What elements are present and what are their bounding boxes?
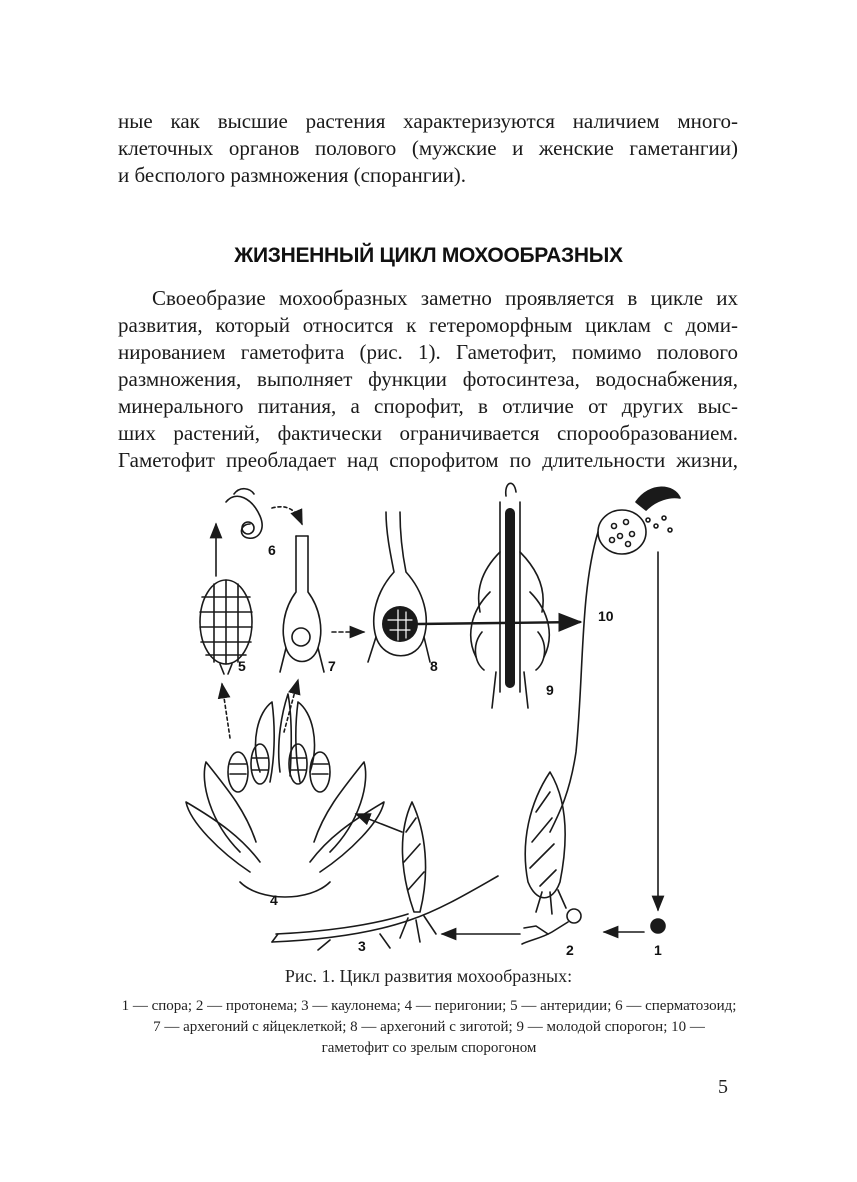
- label-3: 3: [358, 938, 366, 954]
- text-line: клеточных органов полового (мужские и женские гаметангии): [118, 136, 738, 160]
- young-sporogon-drawing: [471, 483, 550, 708]
- archegonium-zygote-drawing: [368, 512, 430, 662]
- page-number: 5: [718, 1076, 728, 1098]
- text-line: ные как высшие растения характеризуются наличием много-: [118, 109, 738, 133]
- figure-caption-legend: 1 — спора; 2 — протонема; 3 — каулонема; 4 — перигонии; 5 — антеридии; 6 — сперматозоид; 7 — архегоний с яйцеклеткой; 8 — архегоний с зиготой; 9 — молодой спорогон; 10 — гаметофит со зрелым спорогоном: [121, 998, 737, 1056]
- label-1: 1: [654, 942, 662, 958]
- text-line: ших растений, фактически ограничивается спорообразованием.: [118, 421, 738, 445]
- text-line: Своеобразие мохообразных заметно проявляется в цикле их: [152, 286, 738, 310]
- spore-drawing: [651, 919, 665, 933]
- text-line: Гаметофит преобладает над спорофитом по длительности жизни,: [118, 448, 738, 472]
- section-paragraph: [118, 285, 738, 474]
- mature-sporogon-drawing: [550, 487, 680, 832]
- perigonium-drawing: [186, 694, 384, 897]
- leafy-shoot-drawing: [525, 772, 566, 914]
- label-7: 7: [328, 658, 336, 674]
- intro-paragraph: [118, 108, 738, 189]
- label-4: 4: [270, 892, 278, 908]
- label-6: 6: [268, 542, 276, 558]
- figure-caption-title: Рис. 1. Цикл развития мохообразных:: [284, 966, 573, 986]
- life-cycle-drawing: [180, 472, 700, 972]
- label-10: 10: [598, 608, 614, 624]
- text-line: минерального питания, а спорофит, в отличие от других выс-: [118, 394, 738, 418]
- spermatozoid-drawing: [226, 489, 262, 539]
- label-5: 5: [238, 658, 246, 674]
- label-8: 8: [430, 658, 438, 674]
- text-line: развития, который относится к гетероморфным циклам с доми-: [118, 313, 738, 337]
- caulonema-drawing: [272, 802, 498, 950]
- archegonium-egg-drawing: [280, 536, 324, 672]
- text-line: и бесполого размножения (спорангии).: [118, 163, 467, 187]
- label-2: 2: [566, 942, 574, 958]
- section-heading: ЖИЗНЕННЫЙ ЦИКЛ МОХООБРАЗНЫХ: [234, 244, 623, 267]
- label-9: 9: [546, 682, 554, 698]
- life-cycle-figure: [180, 472, 700, 972]
- text-line: размножения, выполняет функции фотосинтеза, водоснабжения,: [118, 367, 738, 391]
- text-line: нированием гаметофита (рис. 1). Гаметофит, помимо полового: [118, 340, 738, 364]
